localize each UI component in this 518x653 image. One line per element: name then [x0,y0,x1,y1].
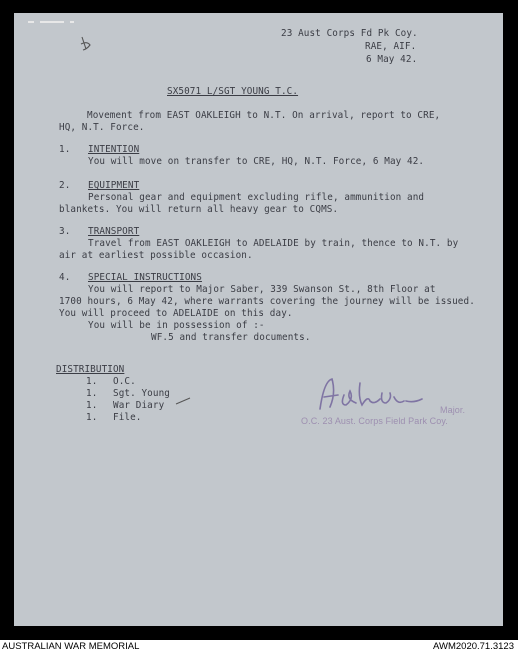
distribution-recipient: O.C. [113,376,136,387]
distribution-recipient: Sgt. Young [113,388,170,399]
intro-line: Movement from EAST OAKLEIGH to N.T. On arrival, report to CRE, [87,110,441,121]
section-line: 1700 hours, 6 May 42, where warrants covering the journey will be issued. [59,296,475,307]
document-title: SX5071 L/SGT YOUNG T.C. [167,86,299,97]
section-line: You will proceed to ADELAIDE on this day. [59,308,293,319]
section-number: 1. [59,144,71,155]
section-heading: EQUIPMENT [88,180,140,191]
section-heading: INTENTION [88,144,140,155]
distribution-recipient: War Diary [113,400,165,411]
section-line: You will move on transfer to CRE, HQ, N.T. Force, 6 May 42. [88,156,425,167]
unit-stamp: O.C. 23 Aust. Corps Field Park Coy. [301,416,448,426]
section-number: 2. [59,180,71,191]
document-page [14,13,503,626]
section-line: You will report to Major Saber, 339 Swanson St., 8th Floor at [88,284,436,295]
intro-line: HQ, N.T. Force. [59,122,145,133]
distribution-heading: DISTRIBUTION [56,364,125,375]
tick-mark [174,396,192,406]
tape-mark [40,21,64,23]
section-number: 4. [59,272,71,283]
distribution-count: 1. [86,376,98,387]
distribution-count: 1. [86,400,98,411]
header-unit: 23 Aust Corps Fd Pk Coy. [281,28,418,39]
section-line: air at earliest possible occasion. [59,250,253,261]
section-line: Personal gear and equipment excluding rifle, ammunition and [88,192,425,203]
section-line: You will be in possession of :- [88,320,265,331]
section-line: WF.5 and transfer documents. [151,332,311,343]
pencil-mark [78,35,94,53]
institution-name: AUSTRALIAN WAR MEMORIAL [2,641,140,652]
distribution-recipient: File. [113,412,142,423]
archive-footer [0,640,518,653]
handwritten-signature [310,375,430,415]
archive-reference: AWM2020.71.3123 [433,641,514,652]
tape-mark [70,21,74,23]
signature-rank: Major. [440,405,466,415]
section-heading: TRANSPORT [88,226,140,237]
section-heading: SPECIAL INSTRUCTIONS [88,272,202,283]
section-line: blankets. You will return all heavy gear to CQMS. [59,204,339,215]
section-line: Travel from EAST OAKLEIGH to ADELAIDE by train, thence to N.T. by [88,238,459,249]
header-org: RAE, AIF. [365,41,417,52]
distribution-count: 1. [86,388,98,399]
tape-mark [28,21,34,23]
section-number: 3. [59,226,71,237]
distribution-count: 1. [86,412,98,423]
header-date: 6 May 42. [366,54,418,65]
